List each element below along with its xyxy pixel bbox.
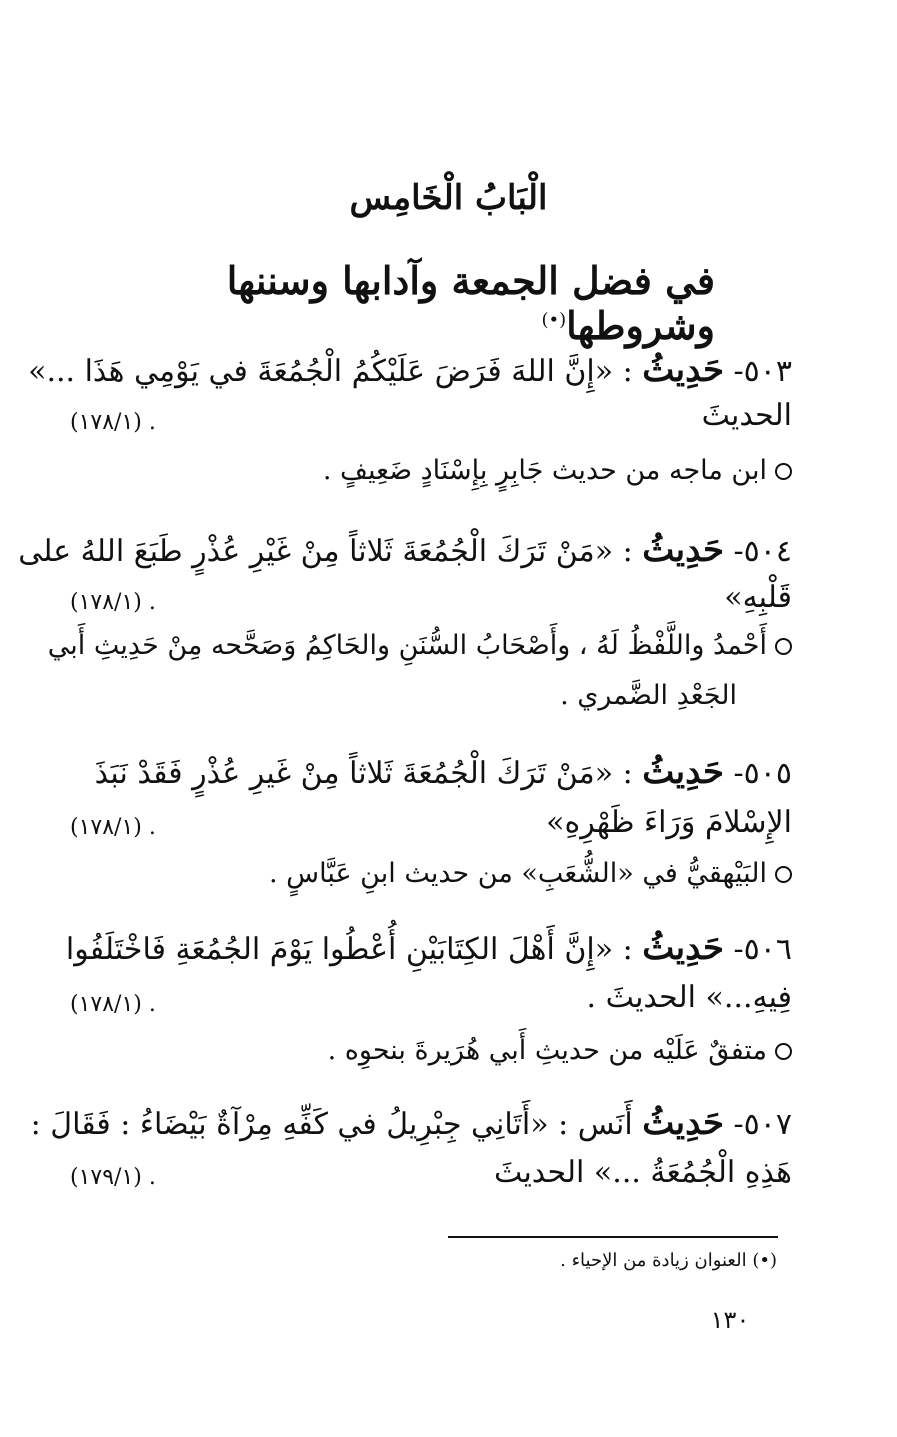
hadith-entry-line: هَذِهِ الْجُمُعَةُ ...» الحديثَ [494, 1155, 792, 1190]
hadith-text: «إِنَّ أَهْلَ الكِتَابَيْنِ أُعْطُوا يَوْمَ الجُمُعَةِ فَاخْتَلَفُوا [65, 932, 614, 967]
entry-number: ٥٠٤ [743, 534, 792, 569]
entry-number: ٥٠٣ [743, 354, 792, 389]
page-number: ١٣٠ [710, 1306, 750, 1334]
source-text: متفقٌ عَلَيْه من حديثِ أَبي هُرَيرةَ بنحوِه . [327, 1035, 767, 1066]
section-footnote-marker: (•) [541, 309, 567, 331]
hadith-entry-line: فِيهِ...» الحديثَ . [586, 980, 792, 1015]
source-text: ابن ماجه من حديث جَابِرٍ بِإِسْنَادٍ ضَعِيفٍ . [322, 455, 767, 486]
volume-page-reference: (١٧٨/١) . [70, 992, 156, 1017]
hadith-entry-line: الإِسْلامَ وَرَاءَ ظَهْرِهِ» [546, 805, 792, 840]
footnote: (•) العنوان زيادة من الإحياء . [560, 1250, 777, 1271]
hadith-label: حَدِيثُ [642, 752, 724, 792]
circle-bullet-icon [775, 638, 792, 655]
hadith-label: حَدِيثُ [642, 928, 724, 968]
hadith-text: «مَنْ تَرَكَ الْجُمُعَةَ ثَلاثاً مِنْ غَيْرِ عُذْرٍ طَبَعَ اللهُ على [18, 534, 614, 569]
hadith-entry-line: ٥٠٣- حَدِيثُ : «إِنَّ اللهَ فَرَضَ عَلَيْكُمُ الْجُمُعَةَ في يَوْمِي هَذَا ...» [28, 350, 792, 390]
entry-number: ٥٠٦ [743, 932, 792, 967]
volume-page-reference: (١٧٨/١) . [70, 590, 156, 615]
volume-page-reference: (١٧٩/١) . [70, 1165, 156, 1190]
circle-bullet-icon [775, 463, 792, 480]
hadith-entry-line: ٥٠٦- حَدِيثُ : «إِنَّ أَهْلَ الكِتَابَيْنِ أُعْطُوا يَوْمَ الجُمُعَةِ فَاخْتَلَفُوا [65, 928, 792, 968]
section-title-text: في فضل الجمعة وآدابها وسننها وشروطها [226, 258, 715, 348]
source-text: أَحْمدُ واللَّفْظُ لَهُ ، وأَصْحَابُ السُّنَنِ والحَاكِمُ وَصَحَّحه مِنْ حَدِيثِ أَبي [47, 630, 767, 661]
footnote-separator [448, 1236, 778, 1238]
entry-number: ٥٠٥ [743, 756, 792, 791]
hadith-entry-line: ٥٠٤- حَدِيثُ : «مَنْ تَرَكَ الْجُمُعَةَ ثَلاثاً مِنْ غَيْرِ عُذْرٍ طَبَعَ اللهُ على [18, 530, 792, 570]
source-note [92, 858, 792, 889]
volume-page-reference: (١٧٨/١) . [70, 815, 156, 840]
source-text: البَيْهقيُّ في «الشُّعَبِ» من حديث ابنِ عَبَّاسٍ . [268, 858, 767, 889]
circle-bullet-icon [775, 1043, 792, 1060]
hadith-text: «مَنْ تَرَكَ الْجُمُعَةَ ثَلاثاً مِنْ غَيرِ عُذْرٍ فَقَدْ نَبَذَ [94, 756, 614, 791]
hadith-label: حَدِيثُ [642, 1103, 724, 1143]
source-note [92, 455, 792, 486]
entry-number: ٥٠٧ [743, 1107, 792, 1142]
source-note [92, 1035, 792, 1066]
hadith-entry-line: ٥٠٧- حَدِيثُ أَنَس : «أَتَانِي جِبْرِيلُ في كَفِّهِ مِرْآةٌ بَيْضَاءُ : فَقَالَ : [30, 1103, 792, 1143]
hadith-entry-line: قَلْبِهِ» [724, 580, 792, 615]
section-title [75, 258, 715, 348]
circle-bullet-icon [775, 866, 792, 883]
source-note-continuation: الجَعْدِ الضَّمري . [560, 680, 737, 711]
hadith-label: حَدِيثُ [642, 530, 724, 570]
source-note [47, 630, 792, 661]
hadith-entry-line: الحديثَ [701, 398, 792, 433]
hadith-entry-line: ٥٠٥- حَدِيثُ : «مَنْ تَرَكَ الْجُمُعَةَ ثَلاثاً مِنْ غَيرِ عُذْرٍ فَقَدْ نَبَذَ [94, 752, 792, 792]
hadith-text: أَنَس : «أَتَانِي جِبْرِيلُ في كَفِّهِ مِرْآةٌ بَيْضَاءُ : فَقَالَ : [30, 1107, 633, 1142]
chapter-title: الْبَابُ الْخَامِس [349, 178, 548, 218]
volume-page-reference: (١٧٨/١) . [70, 410, 156, 435]
hadith-label: حَدِيثُ [642, 350, 724, 390]
hadith-text: «إِنَّ اللهَ فَرَضَ عَلَيْكُمُ الْجُمُعَةَ في يَوْمِي هَذَا ...» [28, 354, 614, 389]
